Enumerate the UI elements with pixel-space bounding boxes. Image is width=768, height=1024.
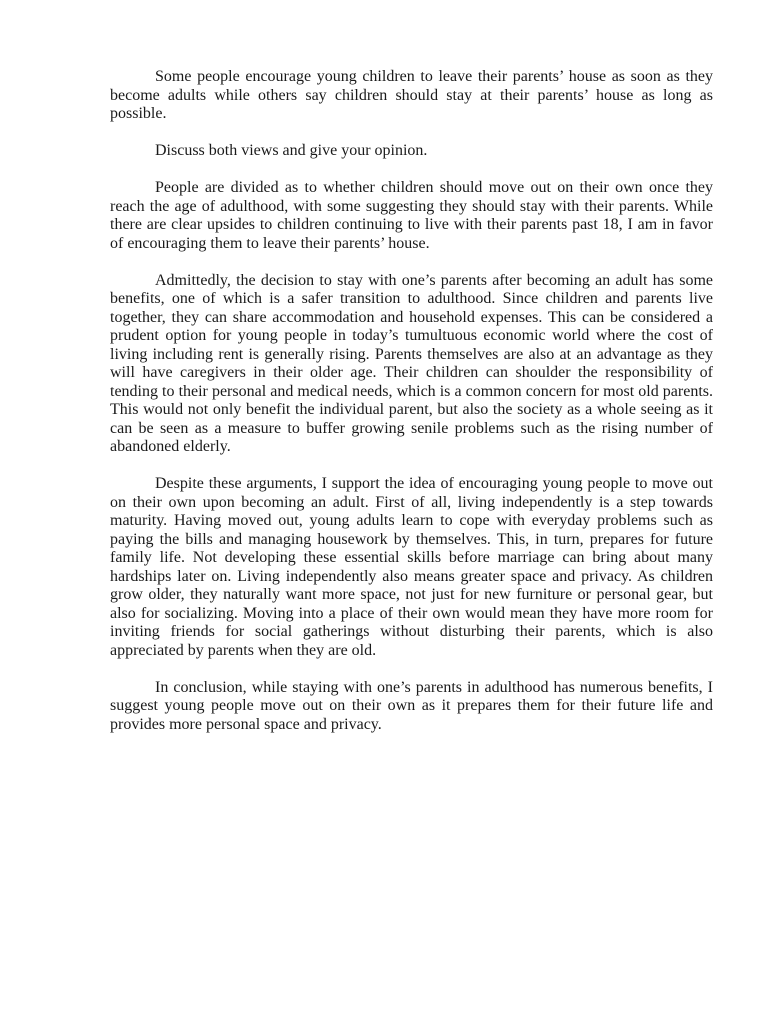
essay-task: Discuss both views and give your opinion.	[155, 142, 428, 159]
paragraph-benefits-of-staying: Admittedly, the decision to stay with one’s parents after becoming an adult has some benefits, one of which is a safer transition to adulthood. Since children and parents live together, they can share accommodation and household expenses. This can be considered a prudent option for young people in today’s tumultuous economic world where the cost of living including rent is generally rising. Parents themselves are also at an advantage as they will have caregivers in their older age. Their children can shoulder the responsibility of tending to their personal and medical needs, which is a common concern for most old parents. This would not only benefit the individual parent, but also the society as a whole seeing as it can be seen as a measure to buffer growing senile problems such as the rising number of abandoned elderly.	[110, 271, 713, 455]
essay-prompt: Some people encourage young children to leave their parents’ house as soon as they become adults while others say children should stay at their parents’ house as long as possible.	[110, 68, 713, 122]
paragraph-introduction: People are divided as to whether children should move out on their own once they reach the age of adulthood, with some suggesting they should stay with their parents. While there are clear upsides to children continuing to live with their parents past 18, I am in favor of encouraging them to leave their parents’ house.	[110, 179, 713, 252]
essay-text	[110, 68, 713, 753]
paragraph-benefits-of-moving-out: Despite these arguments, I support the idea of encouraging young people to move out on their own upon becoming an adult. First of all, living independently is a step towards maturity. Having moved out, young adults learn to cope with everyday problems such as paying the bills and managing housework by themselves. This, in turn, prepares for future family life. Not developing these essential skills before marriage can bring about many hardships later on. Living independently also means greater space and privacy. As children grow older, they naturally want more space, not just for new furniture or personal gear, but also for socializing. Moving into a place of their own would mean they have more room for inviting friends for social gatherings without disturbing their parents, which is also appreciated by parents when they are old.	[110, 475, 713, 659]
paragraph-conclusion: In conclusion, while staying with one’s parents in adulthood has numerous benefits, I suggest young people move out on their own as it prepares them for their future life and provides more personal space and privacy.	[110, 678, 713, 733]
